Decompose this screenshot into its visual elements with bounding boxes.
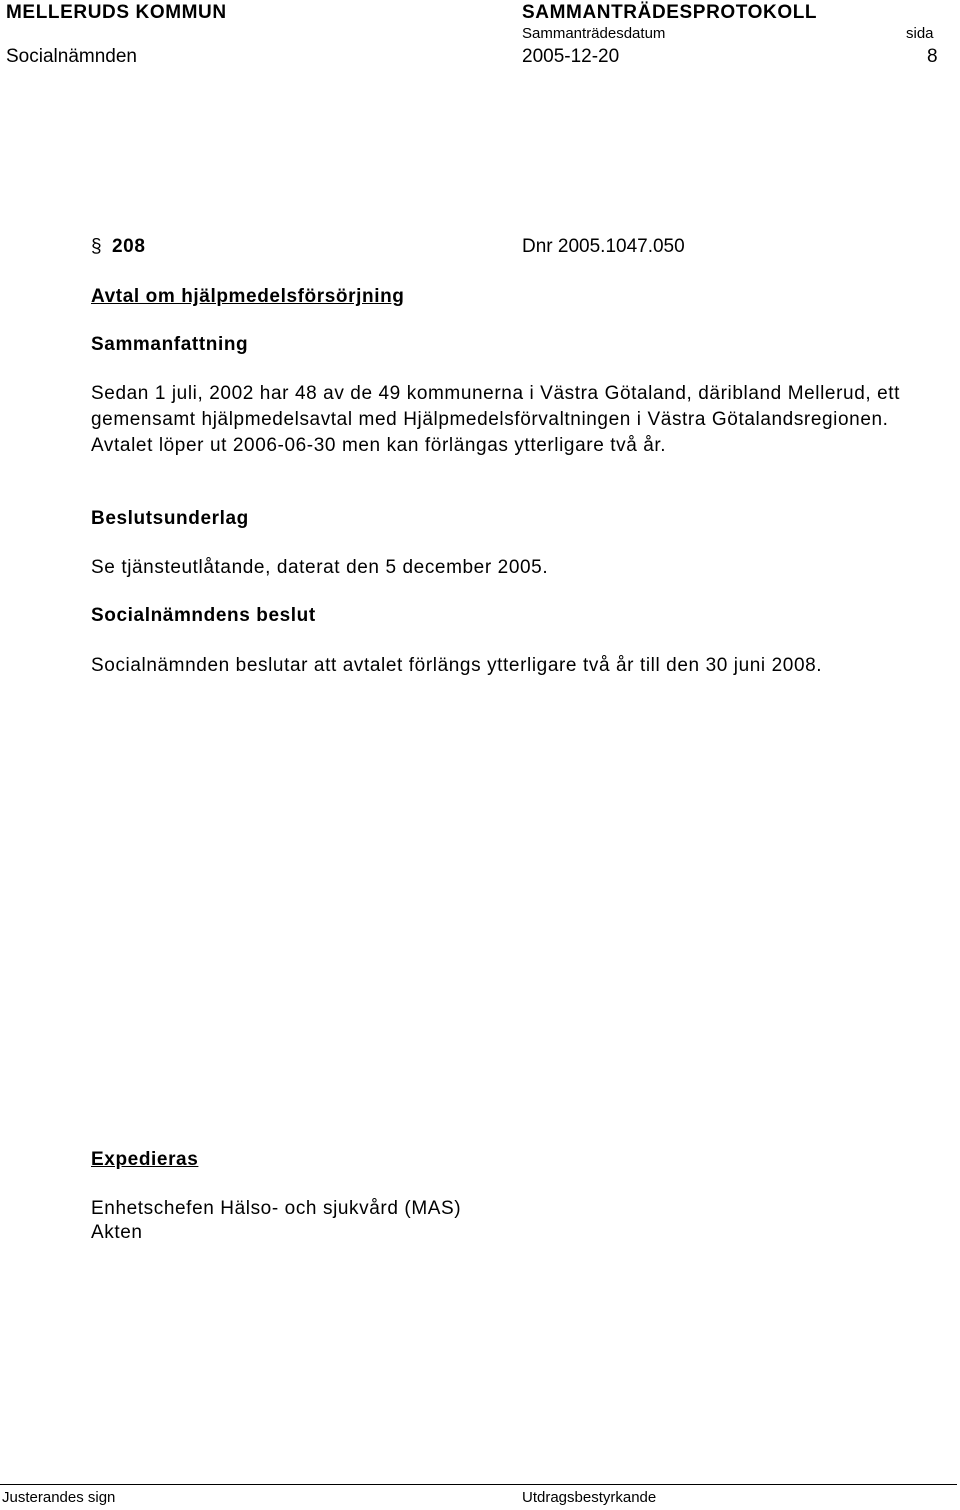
- meeting-date: 2005-12-20: [522, 46, 620, 67]
- decision-heading: Socialnämndens beslut: [91, 605, 316, 626]
- case-number: Dnr 2005.1047.050: [522, 236, 685, 257]
- footer-certification-label: Utdragsbestyrkande: [522, 1489, 657, 1506]
- decision-text: Socialnämnden beslutar att avtalet förlängs ytterligare två år till den 30 juni 2008.: [91, 655, 823, 676]
- page-label: sida: [906, 25, 934, 42]
- distribution-item: Enhetschefen Hälso- och sjukvård (MAS): [91, 1198, 462, 1219]
- committee-name: Socialnämnden: [6, 46, 137, 67]
- meeting-date-label: Sammanträdesdatum: [522, 25, 666, 42]
- footer-signature-label: Justerandes sign: [2, 1489, 116, 1506]
- basis-text: Se tjänsteutlåtande, daterat den 5 december 2005.: [91, 557, 549, 578]
- basis-heading: Beslutsunderlag: [91, 508, 249, 529]
- footer-divider: [0, 1484, 957, 1485]
- section-title: Avtal om hjälpmedelsförsörjning: [91, 286, 405, 307]
- page-number: 8: [927, 46, 938, 67]
- organization-name: MELLERUDS KOMMUN: [6, 2, 227, 23]
- section-number: 208: [112, 236, 146, 257]
- document-type: SAMMANTRÄDESPROTOKOLL: [522, 2, 818, 23]
- paragraph-symbol: §: [91, 236, 102, 257]
- summary-text: Sedan 1 juli, 2002 har 48 av de 49 kommunerna i Västra Götaland, däribland Mellerud, ett gemensamt hjälpmedelsavtal med Hjälpmedelsförvaltningen i Västra Götalandsregionen. Avtalet löper ut 2006-06-30 men kan förlängas ytterligare två år.: [91, 383, 901, 456]
- summary-heading: Sammanfattning: [91, 334, 249, 355]
- distribution-heading: Expedieras: [91, 1149, 199, 1170]
- distribution-item: Akten: [91, 1222, 143, 1243]
